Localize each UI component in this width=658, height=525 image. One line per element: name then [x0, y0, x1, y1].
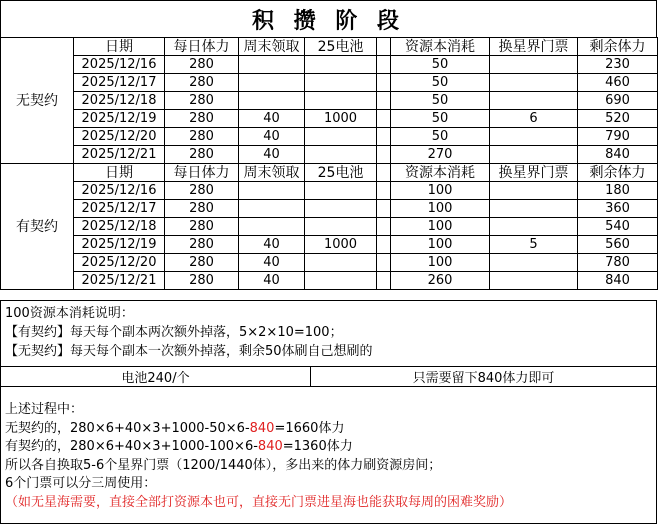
table-cell: 360: [578, 200, 658, 218]
column-header: 每日体力: [165, 164, 239, 182]
column-header: 日期: [74, 38, 165, 56]
table-cell: 6: [490, 110, 578, 128]
table-cell: 280: [165, 110, 239, 128]
table-cell: 40: [239, 110, 305, 128]
table-cell: 840: [578, 146, 658, 164]
table-cell: [377, 254, 391, 272]
table-cell: 2025/12/18: [74, 92, 165, 110]
table-cell: 5: [490, 236, 578, 254]
table-row: [1, 146, 658, 164]
table-cell: [490, 92, 578, 110]
table-cell: [305, 128, 377, 146]
table-cell: 2025/12/21: [74, 146, 165, 164]
table-row: [1, 92, 658, 110]
table-cell: 280: [165, 74, 239, 92]
table-cell: 280: [165, 182, 239, 200]
table-cell: 2025/12/20: [74, 254, 165, 272]
table-cell: 260: [391, 272, 490, 290]
table-cell: [377, 218, 391, 236]
table-cell: 280: [165, 254, 239, 272]
table-row: [1, 182, 658, 200]
table-cell: 40: [239, 236, 305, 254]
column-header: 剩余体力: [578, 38, 658, 56]
column-header: [377, 38, 391, 56]
table-row: [1, 254, 658, 272]
table-cell: 40: [239, 272, 305, 290]
calculation-section: [0, 386, 657, 524]
table-cell: [490, 272, 578, 290]
table-cell: 270: [391, 146, 490, 164]
table-cell: 2025/12/16: [74, 182, 165, 200]
table-row: [1, 236, 658, 254]
table-cell: 100: [391, 218, 490, 236]
header-row: [1, 38, 658, 56]
stamina-table: [0, 37, 658, 290]
table-cell: 540: [578, 218, 658, 236]
table-cell: 50: [391, 74, 490, 92]
column-header: 换星界门票: [490, 38, 578, 56]
table-cell: [305, 254, 377, 272]
table-cell: 2025/12/17: [74, 200, 165, 218]
table-cell: [377, 236, 391, 254]
table-cell: [239, 74, 305, 92]
table-cell: 230: [578, 56, 658, 74]
column-header: 周末领取: [239, 164, 305, 182]
table-cell: [377, 92, 391, 110]
table-cell: 40: [239, 146, 305, 164]
table-row: [1, 110, 658, 128]
table-cell: 50: [391, 128, 490, 146]
table-cell: 2025/12/21: [74, 272, 165, 290]
table-cell: 280: [165, 128, 239, 146]
page-title: 积 攒 阶 段: [0, 0, 657, 38]
table-cell: 2025/12/16: [74, 56, 165, 74]
table-cell: [490, 56, 578, 74]
column-header: 资源本消耗: [391, 164, 490, 182]
table-cell: 2025/12/18: [74, 218, 165, 236]
table-cell: 280: [165, 218, 239, 236]
table-cell: [377, 128, 391, 146]
table-cell: [490, 74, 578, 92]
table-row: [1, 200, 658, 218]
table-cell: [305, 146, 377, 164]
table-cell: [239, 200, 305, 218]
table-cell: [490, 254, 578, 272]
table-cell: [305, 200, 377, 218]
table-cell: [490, 146, 578, 164]
column-header: 每日体力: [165, 38, 239, 56]
table-row: [1, 56, 658, 74]
table-cell: 790: [578, 128, 658, 146]
table-cell: 2025/12/17: [74, 74, 165, 92]
table-cell: 520: [578, 110, 658, 128]
column-header: 周末领取: [239, 38, 305, 56]
calc-line: 6个门票可以分三周使用：: [5, 476, 157, 491]
table-cell: 180: [578, 182, 658, 200]
table-cell: 690: [578, 92, 658, 110]
table-row: [1, 272, 658, 290]
calc-note: （如无星海需要，直接全部打资源本也可，直接无门票进星海也能获取每周的困难奖励）: [5, 494, 513, 510]
table-cell: [377, 272, 391, 290]
notes-line: 100资源本消耗说明：: [5, 306, 134, 321]
calc-intro: 上述过程中：: [5, 402, 84, 417]
table-cell: [377, 56, 391, 74]
table-cell: [239, 92, 305, 110]
column-header: 25电池: [305, 38, 377, 56]
table-cell: [377, 200, 391, 218]
table-cell: [239, 218, 305, 236]
keep-stamina-note: 只需要留下840体力即可: [412, 371, 555, 386]
table-cell: [305, 218, 377, 236]
table-cell: [305, 182, 377, 200]
table-cell: [490, 200, 578, 218]
column-header: 日期: [74, 164, 165, 182]
table-cell: 780: [578, 254, 658, 272]
table-cell: [305, 272, 377, 290]
table-cell: 40: [239, 128, 305, 146]
highlight-value: 840: [249, 420, 275, 436]
table-cell: 280: [165, 200, 239, 218]
header-row: [1, 164, 658, 182]
table-cell: [377, 146, 391, 164]
table-cell: 50: [391, 92, 490, 110]
price-bar: [0, 366, 657, 387]
table-cell: 840: [578, 272, 658, 290]
table-cell: 100: [391, 254, 490, 272]
table-cell: 2025/12/19: [74, 236, 165, 254]
column-header: 换星界门票: [490, 164, 578, 182]
table-cell: 280: [165, 92, 239, 110]
table-cell: [305, 56, 377, 74]
table-cell: 280: [165, 146, 239, 164]
table-cell: 40: [239, 254, 305, 272]
table-row: [1, 218, 658, 236]
table-cell: 2025/12/19: [74, 110, 165, 128]
table-cell: [239, 182, 305, 200]
table-cell: [377, 110, 391, 128]
table-cell: 100: [391, 236, 490, 254]
highlight-value: 840: [257, 439, 283, 454]
table-cell: [377, 74, 391, 92]
table-cell: 50: [391, 110, 490, 128]
battery-price: 电池240/个: [1, 367, 311, 386]
table-cell: 1000: [305, 110, 377, 128]
column-header: 25电池: [305, 164, 377, 182]
table-cell: [490, 128, 578, 146]
table-cell: 50: [391, 56, 490, 74]
column-header: 资源本消耗: [391, 38, 490, 56]
calc-line: 所以各自换取5-6个星界门票（1200/1440体），多出来的体力刷资源房间；: [5, 457, 442, 473]
notes-section: [0, 300, 657, 367]
table-cell: [377, 182, 391, 200]
column-header: 剩余体力: [578, 164, 658, 182]
table-row: [1, 128, 658, 146]
group-label: 有契约: [1, 164, 74, 290]
table-row: [1, 74, 658, 92]
table-cell: 460: [578, 74, 658, 92]
table-cell: 2025/12/20: [74, 128, 165, 146]
table-cell: [305, 92, 377, 110]
table-cell: 560: [578, 236, 658, 254]
notes-line: 【有契约】每天每个副本两次额外掉落，5×2×10=100；: [5, 325, 343, 340]
notes-line: 【无契约】每天每个副本一次额外掉落，剩余50体刷自己想刷的: [5, 344, 373, 359]
table-cell: [305, 74, 377, 92]
table-cell: [490, 182, 578, 200]
table-cell: 100: [391, 182, 490, 200]
calc-contract: 有契约的，280×6+40×3+1000-100×6-840=1360体力: [5, 439, 353, 454]
table-cell: 100: [391, 200, 490, 218]
group-label: 无契约: [1, 38, 74, 164]
table-cell: 1000: [305, 236, 377, 254]
calc-no-contract: 无契约的，280×6+40×3+1000-50×6-840=1660体力: [5, 420, 345, 436]
table-cell: 280: [165, 236, 239, 254]
table-cell: 280: [165, 56, 239, 74]
column-header: [377, 164, 391, 182]
table-cell: [490, 218, 578, 236]
table-cell: 280: [165, 272, 239, 290]
table-cell: [239, 56, 305, 74]
